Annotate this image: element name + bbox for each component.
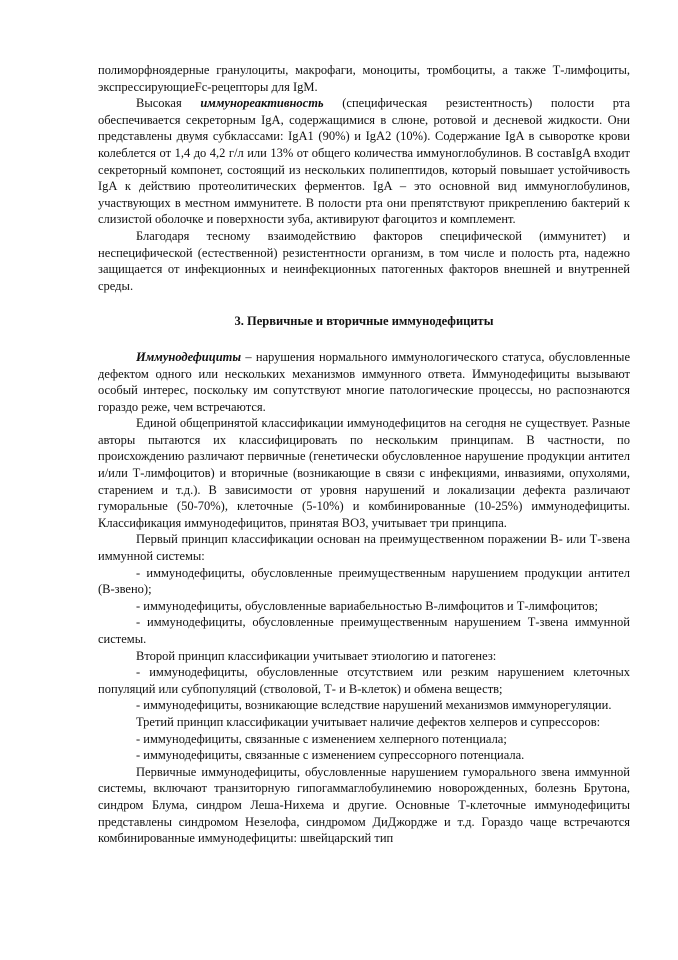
list-item: - иммунодефициты, обусловленные отсутствием или резким нарушением клеточных популяций или субпопуляций (стволовой, Т- и В-клеток) и обмена веществ; bbox=[98, 665, 630, 696]
paragraph: Третий принцип классификации учитывает наличие дефектов хелперов и супрессоров: bbox=[136, 714, 601, 729]
list-item: - иммунодефициты, связанные с изменением хелперного потенциала; bbox=[136, 731, 507, 746]
list-item: - иммунодефициты, обусловленные преимущественным нарушением продукции антител (В-звено); bbox=[98, 565, 630, 597]
paragraph-text: – нарушения нормального иммунологического статуса, обусловленные дефектом одного или нескольких механизмов иммунного ответа. Иммунодефициты вызывают особый интерес, поскольку им сопутствуют многие патологические процессы, но распознаются гораздо реже, чем встречаются. bbox=[98, 349, 630, 414]
section-heading: 3. Первичные и вторичные иммунодефициты bbox=[234, 314, 494, 329]
paragraph: Первый принцип классификации основан на преимущественном поражении В- или Т-звена иммунной системы: bbox=[98, 532, 630, 564]
paragraph bbox=[98, 95, 630, 228]
paragraph-text: Высокая bbox=[136, 96, 201, 111]
paragraph: полиморфноядерные гранулоциты, макрофаги, моноциты, тромбоциты, а также Т-лимфоциты, экспрессирующиеFc-рецепторы для IgM. bbox=[98, 63, 630, 94]
document-page bbox=[98, 62, 630, 847]
paragraph: Второй принцип классификации учитывает этиологию и патогенез: bbox=[136, 648, 497, 663]
list-item: - иммунодефициты, связанные с изменением супрессорного потенциала. bbox=[136, 748, 525, 763]
term-emphasis: Иммунодефициты bbox=[136, 349, 242, 364]
paragraph-text: (специфическая резистентность) полости рта обеспечивается секреторным IgA, содержащимися в слюне, ротовой и десневой жидкости. Они представлены двумя субклассами: IgA1 (90%) и IgA2 (10%). Содержание IgA в сыворотке крови колеблется от 1,4 до 4,2 г/л или 13% от общего количества иммуноглобулинов. В составIgA входит секреторный компонет, состоящий из нескольких полипептидов, который повышает устойчивость IgA к действию протеолитических ферментов. IgA – это основной вид иммуноглобулинов, участвующих в местном иммунитете. В полости рта они препятствуют прикреплению бактерий к слизистой оболочке и поверхности зуба, активируют фагоцитоз и комплемент. bbox=[98, 96, 630, 227]
paragraph: Единой общепринятой классификации иммунодефицитов на сегодня не существует. Разные авторы пытаются их классифицировать по нескольким принципам. В частности, по происхождению различают первичные (генетически обусловленное нарушение продукции антител и/или Т-лимфоцитов) и вторичные (возникающие в связи с инфекциями, инвазиями, опухолями, старением и т.д.). В зависимости от уровня нарушений и локализации дефекта различают гуморальные (50-70%), клеточные (5-10%) и комбинированные (10-25%) иммунодефициты. Классификация иммунодефицитов, принятая ВОЗ, учитывает три принципа. bbox=[98, 416, 630, 530]
list-item: - иммунодефициты, возникающие вследствие нарушений механизмов иммунорегуляции. bbox=[136, 698, 612, 713]
paragraph: Благодаря тесному взаимодействию факторов специфической (иммунитет) и неспецифической (естественной) резистентности организм, в том числе и полость рта, надежно защищается от инфекционных и неинфекционных патогенных факторов внешней и внутренней среды. bbox=[98, 228, 630, 293]
paragraph: Первичные иммунодефициты, обусловленные нарушением гуморального звена иммунной системы, включают транзиторную гипогаммаглобулинемию новорожденных, болезнь Брутона, синдром Блума, синдром Леша-Нихема и другие. Основные Т-клеточные иммунодефициты представлены синдромом Незелофа, синдромом ДиДжордже и т.д. Гораздо чаще встречаются комбинированные иммунодефициты: швейцарский тип bbox=[98, 764, 630, 846]
list-item: - иммунодефициты, обусловленные вариабельностью В-лимфоцитов и Т-лимфоцитов; bbox=[136, 598, 598, 613]
term-emphasis: иммунореактивность bbox=[200, 96, 324, 111]
list-item: - иммунодефициты, обусловленные преимущественным нарушением Т-звена иммунной системы. bbox=[98, 615, 630, 646]
paragraph bbox=[98, 349, 630, 415]
